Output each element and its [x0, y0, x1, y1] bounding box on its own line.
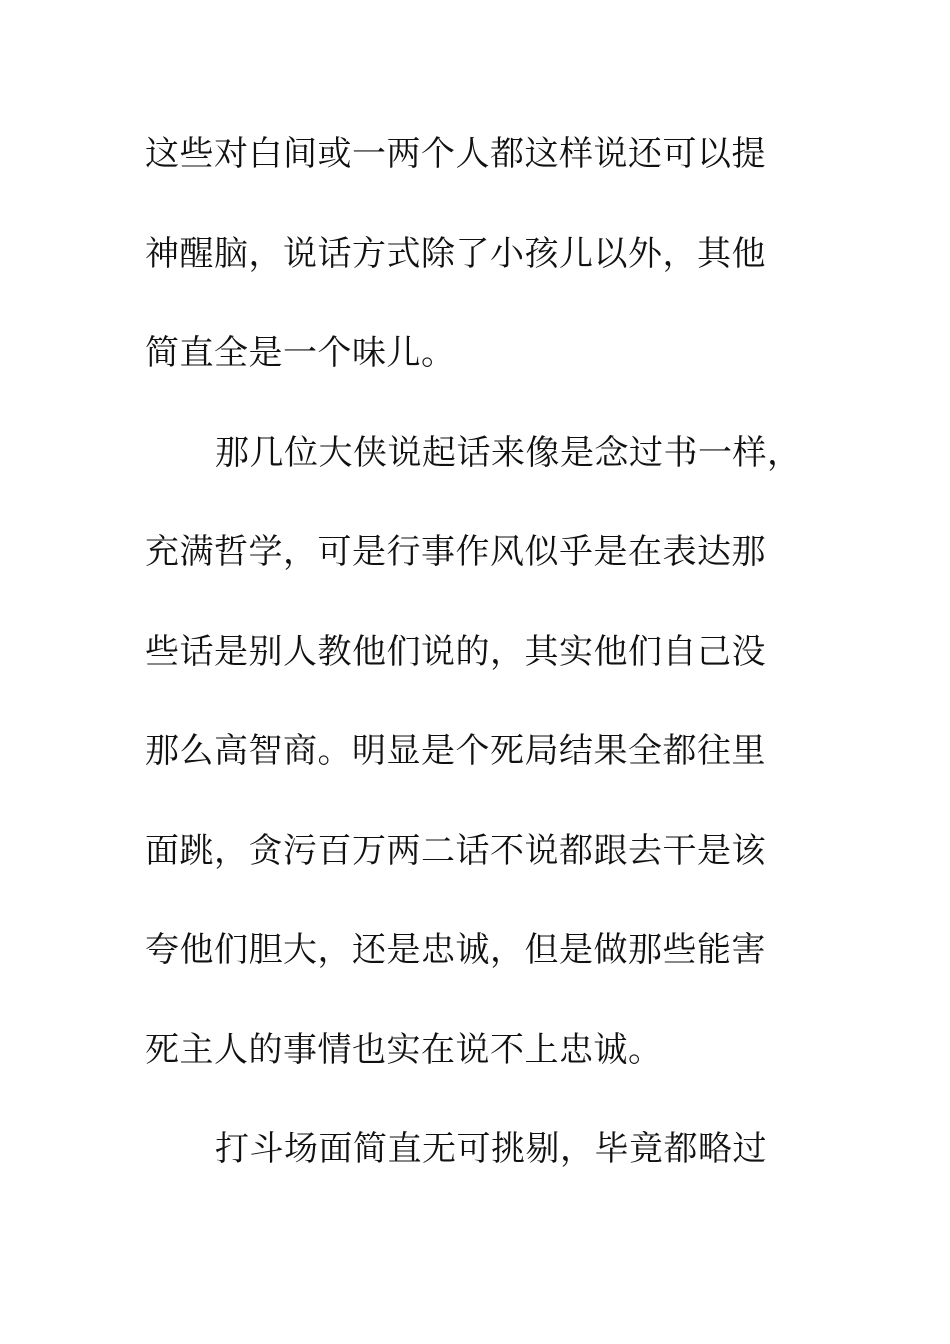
text-line: 充满哲学，可是行事作风似乎是在表达那 — [145, 532, 766, 572]
text-line: 些话是别人教他们说的，其实他们自己没 — [145, 631, 766, 672]
text-line: 这些对白间或一两个人都这样说还可以提 — [145, 134, 766, 174]
body-text — [145, 124, 802, 1219]
paragraph-start-line: 打斗场面简直无可挑剔，毕竟都略过 — [215, 1129, 767, 1169]
text-line: 简直全是一个味儿。 — [145, 333, 456, 373]
text-line: 那么高智商。明显是个死局结果全都往里 — [145, 731, 766, 771]
text-line: 死主人的事情也实在说不上忠诚。 — [145, 1029, 663, 1070]
text-line: 神醒脑，说话方式除了小孩儿以外，其他 — [145, 233, 766, 274]
text-line: 面跳，贪污百万两二话不说都跟去干是该 — [145, 830, 766, 871]
text-line: 夸他们胆大，还是忠诚，但是做那些能害 — [145, 930, 766, 970]
paragraph-start-line: 那几位大侠说起话来像是念过书一样， — [215, 432, 802, 473]
